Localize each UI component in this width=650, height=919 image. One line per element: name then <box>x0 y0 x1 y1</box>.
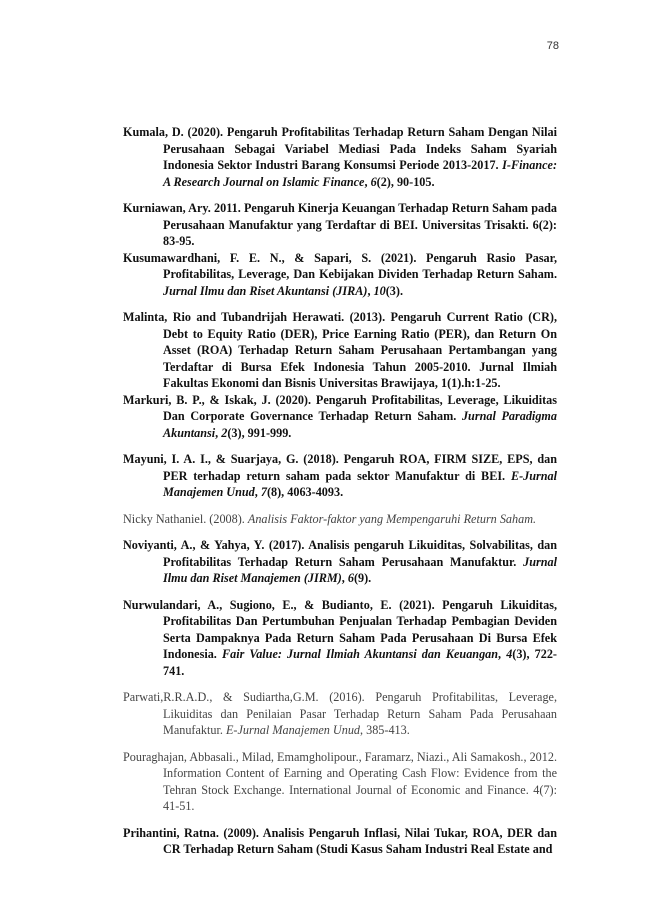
reference-italic-text: 2 <box>221 425 228 440</box>
reference-entry <box>123 511 557 528</box>
reference-italic-text: E-Jurnal Manajemen Unud <box>163 468 557 499</box>
reference-entry <box>123 825 557 858</box>
reference-text: Nurwulandari, A., Sugiono, E., & Budianto, E. (2021). Pengaruh Likuiditas, Profitabilitas Dan Pertumbuhan Penjualan Terhadap Pembagian Deviden Serta Dampaknya Pada Return Saham Pada Perusahaan Di Bursa Efek Indonesia. <box>123 597 557 661</box>
reference-entry <box>123 749 557 815</box>
reference-text: , <box>341 571 348 585</box>
reference-text: , <box>254 485 261 499</box>
reference-text: Parwati,R.R.A.D., & Sudiartha,G.M. (2016). Pengaruh Profitabilitas, Leverage, Likuiditas dan Penilaian Pasar Terhadap Return Saham Pada Perusahaan Manufaktur. <box>123 690 557 737</box>
reference-text: (3), 722-741. <box>163 647 557 678</box>
reference-text: Malinta, Rio and Tubandrijah Herawati. (2013). Pengaruh Current Ratio (CR), Debt to Equity Ratio (DER), Price Earning Ratio (PER), dan Return On Asset (ROA) Terhadap Return Saham Perusahaan Pertambangan yang Terdaftar di Bursa Efek Indonesia Tahun 2005-2010. Jurnal Ilmiah Fakultas Ekonomi dan Bisnis Universitas Brawijaya, 1(1).h:1-25. <box>123 310 557 390</box>
reference-italic-text: Fair Value: Jurnal Ilmiah Akuntansi dan Keuangan <box>221 647 499 661</box>
reference-text: Pouraghajan, Abbasali., Milad, Emamgholipour., Faramarz, Niazi., Ali Samakosh., 2012. Information Content of Earning and Operating Cash Flow: Evidence from the Tehran Stock Exchange. International Journal of Economic and Finance. 4(7): 41-51. <box>123 749 557 813</box>
reference-entry <box>123 124 557 190</box>
reference-italic-text: I-Finance: A Research Journal on Islamic Finance <box>163 158 557 189</box>
reference-list <box>123 124 557 858</box>
reference-entry <box>123 309 557 392</box>
reference-entry <box>123 250 557 300</box>
reference-italic-text: 6 <box>347 571 354 585</box>
reference-text: Kurniawan, Ary. 2011. Pengaruh Kinerja Keuangan Terhadap Return Saham pada Perusahaan Manufaktur yang Terdaftar di BEI. Universitas Trisakti. 6(2): 83-95. <box>123 201 557 248</box>
reference-text: , <box>367 283 374 298</box>
reference-text: , <box>215 425 222 440</box>
reference-text: Kumala, D. (2020). Pengaruh Profitabilitas Terhadap Return Saham Dengan Nilai Perusahaan Sebagai Variabel Mediasi Pada Indeks Saham Syariah Indonesia Sektor Industri Barang Konsumsi Periode 2013-2017. <box>123 125 557 172</box>
reference-text: Mayuni, I. A. I., & Suarjaya, G. (2018). Pengaruh ROA, FIRM SIZE, EPS, dan PER terhadap return saham pada sektor Manufaktur di BEI. <box>123 452 557 483</box>
reference-entry <box>123 597 557 680</box>
reference-text: Kusumawardhani, F. E. N., & Sapari, S. (2021). Pengaruh Rasio Pasar, Profitabilitas, Leverage, Dan Kebijakan Dividen Terhadap Return Saham. <box>123 250 557 281</box>
reference-text: Prihantini, Ratna. (2009). Analisis Pengaruh Inflasi, Nilai Tukar, ROA, DER dan CR Terhadap Return Saham (Studi Kasus Saham Industri Real Estate and <box>123 825 557 856</box>
reference-entry <box>123 392 557 442</box>
reference-text: (9). <box>353 571 372 585</box>
reference-text: Markuri, B. P., & Iskak, J. (2020). Pengaruh Profitabilitas, Leverage, Likuiditas Dan Corporate Governance Terhadap Return Saham. <box>123 392 557 423</box>
reference-italic-text: 10 <box>373 283 386 298</box>
reference-italic-text: Jurnal Ilmu dan Riset Manajemen (JIRM) <box>163 554 557 585</box>
reference-text: (3), 991-999. <box>227 425 292 440</box>
page-number: 78 <box>546 40 559 52</box>
reference-italic-text: 6 <box>370 174 377 189</box>
reference-text: Noviyanti, A., & Yahya, Y. (2017). Analisis pengaruh Likuiditas, Solvabilitas, dan Profitabilitas Terhadap Return Saham Perusahaan Manufaktur. <box>123 538 557 569</box>
reference-italic-text: Jurnal Ilmu dan Riset Akuntansi (JIRA) <box>163 283 368 298</box>
reference-entry <box>123 451 557 501</box>
reference-text: (2), 90-105. <box>376 174 435 189</box>
reference-italic-text: E-Jurnal Manajemen Unud <box>225 723 361 737</box>
reference-italic-text: 7 <box>260 485 267 499</box>
reference-italic-text: Jurnal Paradigma Akuntansi <box>163 409 557 440</box>
reference-italic-text: Analisis Faktor-faktor yang Mempengaruhi Return Saham. <box>247 511 537 526</box>
reference-text: , <box>364 174 371 189</box>
reference-text: (3). <box>385 283 403 298</box>
reference-entry <box>123 689 557 739</box>
reference-entry <box>123 200 557 250</box>
reference-text: Nicky Nathaniel. (2008). <box>123 511 248 526</box>
reference-entry <box>123 537 557 587</box>
reference-italic-text: 4 <box>506 647 513 661</box>
reference-text: (8), 4063-4093. <box>266 485 344 499</box>
reference-text: , 385-413. <box>360 723 410 737</box>
reference-text: , <box>498 647 507 661</box>
